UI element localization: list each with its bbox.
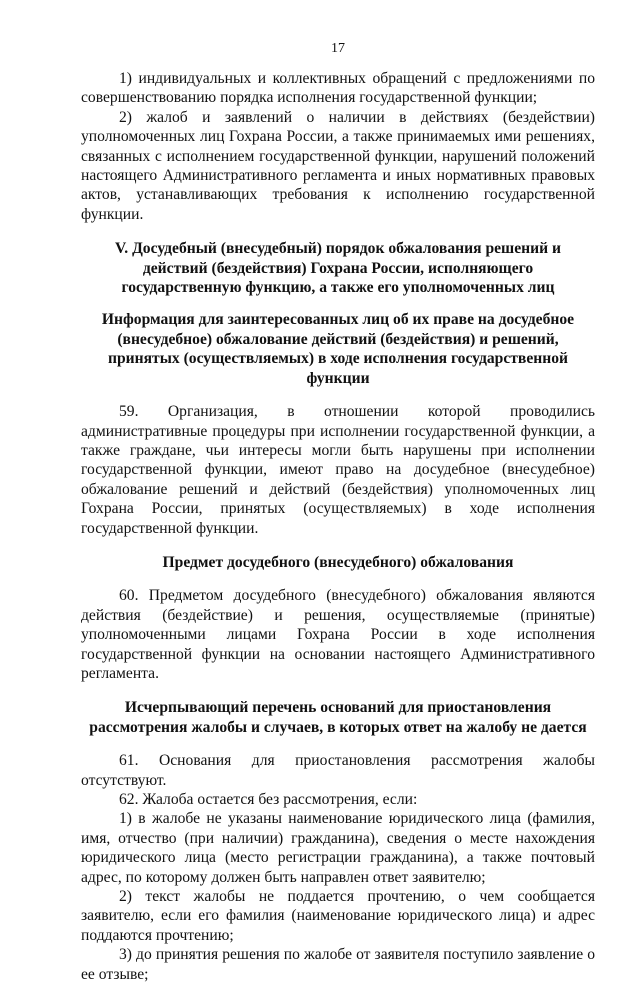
list-62-item-3: 3) до принятия решения по жалобе от заявителя поступило заявление о ее отзыве; (81, 946, 595, 983)
paragraph-60: 60. Предметом досудебного (внесудебного) обжалования являются действия (бездействие) и решения, осуществляемые (принятые) уполномоченными лицами Гохрана России в ходе исполнения государственной функции на основании настоящего Административного регламента. (81, 587, 595, 682)
document-page (81, 40, 595, 984)
subject-heading: Предмет досудебного (внесудебного) обжалования (162, 553, 514, 571)
section-heading: V. Досудебный (внесудебный) порядок обжалования решений и действий (бездействия) Гохрана России, исполняющего государственную функцию, а также его уполномоченных лиц (115, 240, 561, 297)
info-heading: Информация для заинтересованных лиц об их праве на досудебное (внесудебное) обжалование действий (бездействия) и решений, принятых (осуществляемых) в ходе исполнения государственной функции (101, 311, 575, 387)
paragraph-61: 61. Основания для приостановления рассмотрения жалобы отсутствуют. (81, 752, 595, 789)
paragraph-59: 59. Организация, в отношении которой проводились административные процедуры при исполнении государственной функции, а также граждане, чьи интересы могли быть нарушены при исполнении государственной функции, имеют право на досудебное (внесудебное) обжалование решений и действий (бездействия) уполномоченных лиц Гохрана России, принятых (осуществляемых) в ходе исполнения государственной функции. (81, 403, 595, 537)
grounds-heading: Исчерпывающий перечень оснований для приостановления рассмотрения жалобы и случаев, в которых ответ на жалобу не дается (89, 699, 587, 736)
page-number: 17 (331, 41, 345, 56)
paragraph-62: 62. Жалоба остается без рассмотрения, если: (119, 791, 418, 808)
intro-item-1: 1) индивидуальных и коллективных обращений с предложениями по совершенствованию порядка исполнения государственной функции; (81, 70, 595, 107)
intro-item-2: 2) жалоб и заявлений о наличии в действиях (бездействии) уполномоченных лиц Гохрана России, а также принимаемых ими решениях, связанных с исполнением государственной функции, нарушений положений настоящего Административного регламента и иных нормативных правовых актов, устанавливающих требования к исполнению государственной функции. (81, 108, 595, 223)
list-62-item-2: 2) текст жалобы не поддается прочтению, о чем сообщается заявителю, если его фамилия (наименование юридического лица) и адрес поддаются прочтению; (81, 888, 595, 944)
list-62-item-1: 1) в жалобе не указаны наименование юридического лица (фамилия, имя, отчество (при наличии) гражданина), сведения о месте нахождения юридического лица (место регистрации гражданина), а также почтовый адрес, по которому должен быть направлен ответ заявителю; (81, 810, 595, 886)
